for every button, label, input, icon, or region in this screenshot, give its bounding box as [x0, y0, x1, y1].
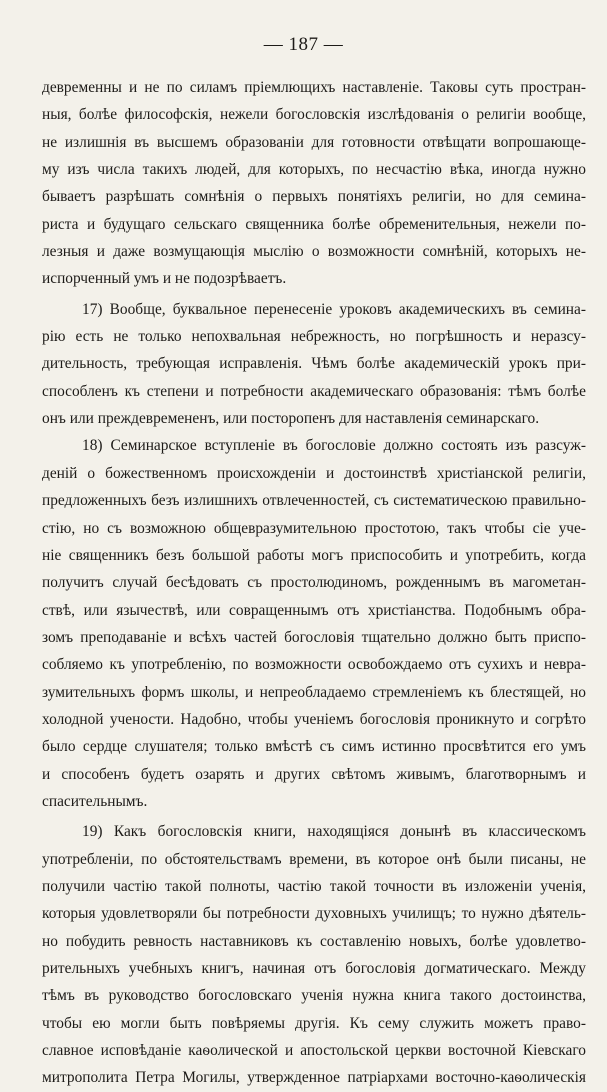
text-line: онъ или преждевремененъ, или посторопенъ для наставленія семинарскаго.: [42, 410, 540, 428]
text-line: дительность, требующая исправленія. Чѣмъ болѣе академическій урокъ при-: [42, 355, 586, 373]
text-line: было сердце слушателя; только вмѣстѣ съ симъ истинно просвѣтится его умъ: [42, 738, 586, 756]
text-line: 18) Семинарское вступленіе въ богословіе должно состоять изъ разсуж-: [82, 437, 586, 455]
text-line: 17) Вообще, буквальное перенесеніе уроковъ академическихъ въ семина-: [82, 300, 586, 318]
text-line: способленъ къ степени и потребности академическаго образованія: тѣмъ болѣе: [42, 382, 586, 400]
text-line: употребленіи, по обстоятельствамъ времени, въ которое онѣ были писаны, не: [42, 850, 586, 868]
text-line: лезныя и даже возмущающія мыслію о возможности сомнѣній, которыхъ не-: [42, 243, 586, 261]
text-line: ствѣ, или язычествѣ, или совращеннымъ отъ христіанства. Подобнымъ обра-: [42, 601, 586, 619]
text-line: 19) Какъ богословскія книги, находящіяся донынѣ въ классическомъ: [82, 823, 586, 841]
text-line: ныя, болѣе философскія, нежели богословскія изслѣдованія о религіи вообще,: [42, 106, 586, 124]
text-line: и способенъ будетъ озарять и других свѣтомъ живымъ, благотворнымъ и: [42, 765, 586, 783]
text-line: зомъ преподаваніе и всѣхъ частей богословія тщательно должно быть приспо-: [42, 628, 586, 646]
text-line: славное исповѣданіе каѳолической и апостольской церкви восточной Кіевскаго: [42, 1042, 586, 1060]
text-line: ніе священникъ безъ большой работы могъ приспособить и употребить, когда: [42, 546, 586, 564]
text-line: собляемо къ употребленію, по возможности освобождаемо отъ сухихъ и невра-: [42, 656, 586, 674]
text-line: чтобы ею могли быть повѣряемы другія. Къ сему служить можетъ право-: [42, 1014, 586, 1032]
body-text: [42, 74, 586, 1092]
text-line: холодной учености. Надобно, чтобы ученіемъ богословія проникнуто и согрѣто: [42, 710, 586, 728]
text-line: му изъ числа такихъ людей, для которыхъ, по несчастію вѣка, иногда нужно: [42, 161, 586, 179]
text-line: получитъ случай бесѣдовать съ простолюдиномъ, рожденнымъ въ магометан-: [42, 574, 586, 592]
paragraph-19: [42, 818, 586, 1091]
text-line: девременны и не по силамъ пріемлющихъ наставленіе. Таковы суть простран-: [42, 79, 586, 96]
text-line: рію есть не только непохвальная небрежность, но погрѣшность и неразсу-: [42, 328, 586, 346]
paragraph-18: [42, 432, 586, 815]
text-line: митрополита Петра Могилы, утвержденное патріархами восточно-каѳолическія: [42, 1069, 586, 1087]
text-line: рительныхъ учебныхъ книгъ, начиная отъ богословія догматическаго. Между: [42, 960, 586, 977]
text-line: бываетъ разрѣшать сомнѣнія о первыхъ понятіяхъ религіи, но для семина-: [42, 188, 586, 206]
text-line: стію, но съ возможною общевразумительною простотою, такъ чтобы сіе уче-: [42, 519, 586, 537]
text-line: но побудить ревность наставниковъ къ составленію новыхъ, болѣе удовлетво-: [42, 932, 586, 950]
page-number: — 187 —: [263, 34, 344, 55]
text-line: испорченный умъ и не подозрѣваетъ.: [42, 270, 287, 288]
paragraph-continuation: [42, 74, 586, 293]
text-line: получили частію такой полноты, частію такой точности въ изложеніи ученія,: [42, 877, 586, 895]
text-line: риста и будущаго сельскаго священника болѣе обременительныя, нежели по-: [42, 215, 586, 233]
text-line: предложенныхъ безъ излишнихъ отвлеченностей, съ систематическою правильно-: [42, 492, 586, 510]
paragraph-17: [42, 296, 586, 433]
text-line: зумительныхъ формъ школы, и непреобладаемо стремленіемъ къ блестящей, но: [42, 683, 586, 701]
text-line: спасительнымъ.: [42, 792, 148, 810]
text-line: не излишнія въ высшемъ образованіи для готовности отвѣщати вопрошающе-: [42, 133, 586, 151]
text-line: деній о божественномъ происхожденіи и достоинствѣ христіанской религіи,: [42, 464, 586, 482]
text-line: тѣмъ въ руководство богословскаго ученія нужна книга такого достоинства,: [42, 987, 586, 1005]
text-line: которыя удовлетворяли бы потребности духовныхъ училищъ; то нужно дѣятель-: [42, 905, 586, 923]
